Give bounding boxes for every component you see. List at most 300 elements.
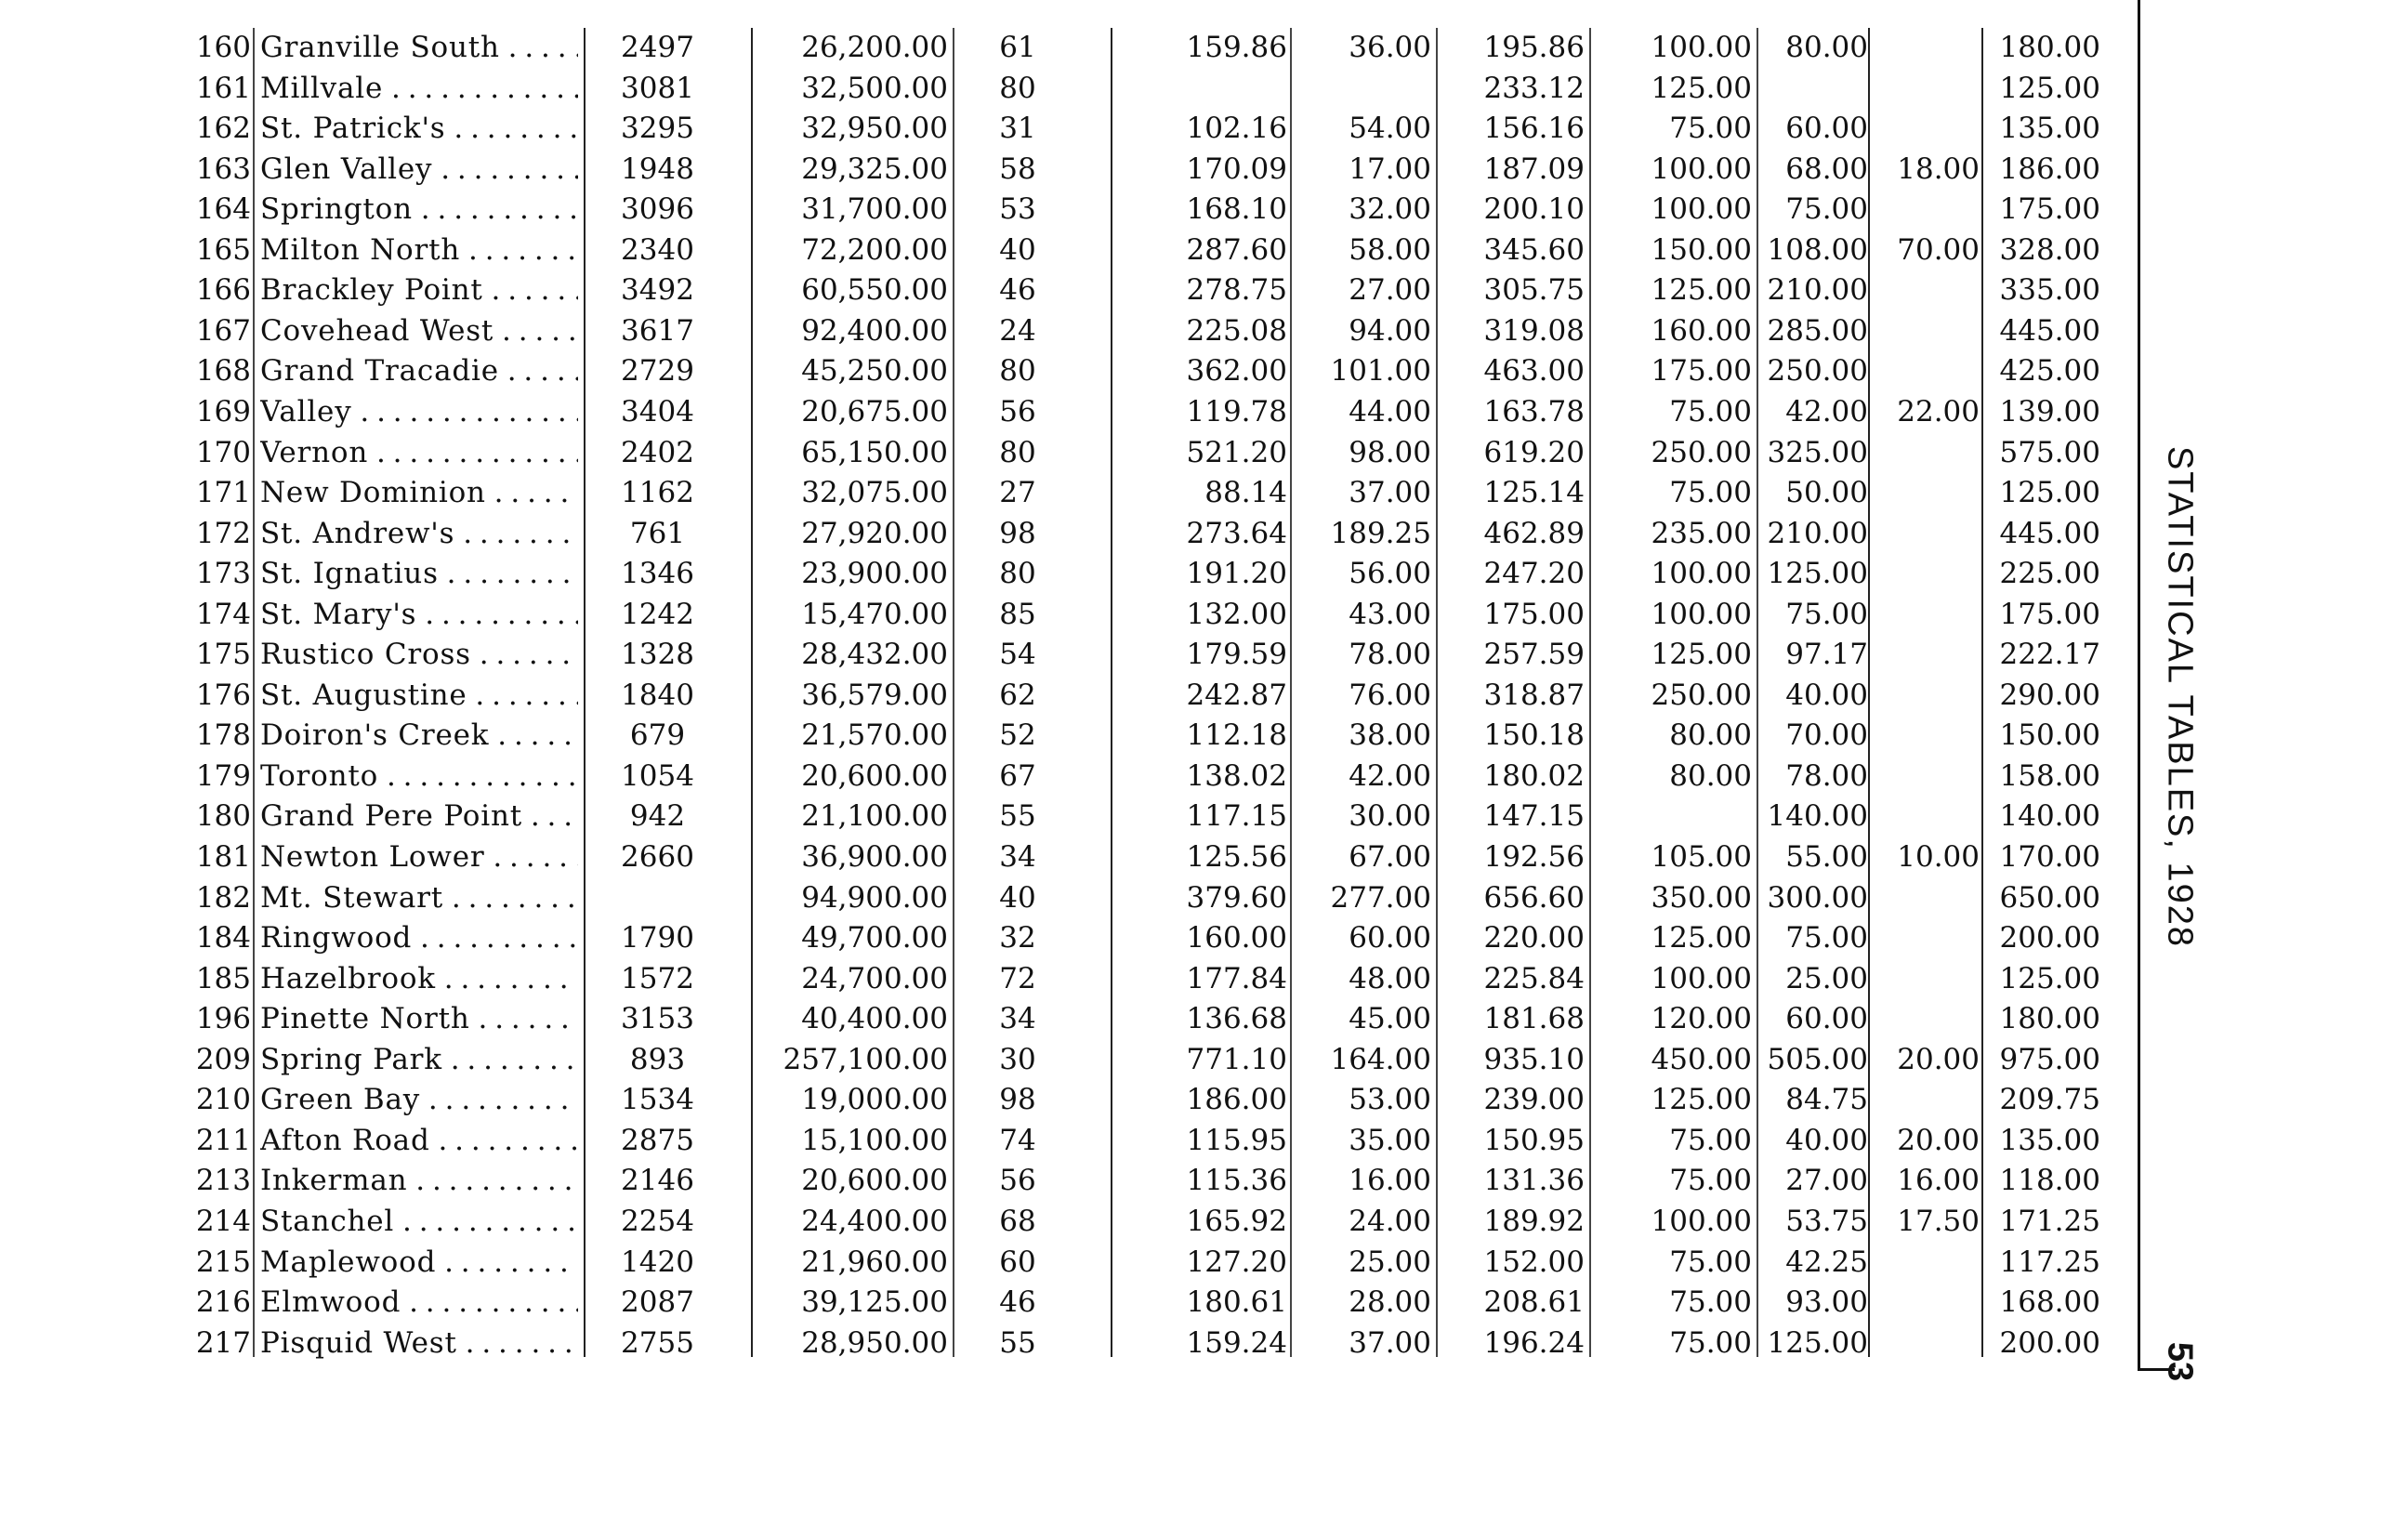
- district-name: Newton Lower . . .: [260, 841, 578, 873]
- row-number: 211: [195, 1123, 251, 1157]
- value-h: 650.00: [1999, 880, 2100, 915]
- value-b: 125.56: [1186, 840, 1287, 874]
- days-taught: 80: [999, 557, 1036, 591]
- value-c: 98.00: [1349, 435, 1431, 469]
- value-b: 179.59: [1186, 638, 1287, 672]
- district-number: 2729: [621, 354, 694, 389]
- row-number: 175: [195, 638, 251, 672]
- value-c: 45.00: [1349, 1002, 1431, 1036]
- value-f: 78.00: [1785, 758, 1868, 793]
- days-taught: 52: [999, 718, 1036, 753]
- district-number: 3617: [621, 313, 694, 348]
- value-h: 125.00: [1999, 961, 2100, 995]
- table-row: [0, 714, 2138, 754]
- value-e: 100.00: [1651, 1204, 1752, 1238]
- assessed-value: 36,579.00: [801, 678, 948, 712]
- value-b: 191.20: [1186, 557, 1287, 591]
- district-number: 3404: [621, 394, 694, 428]
- value-b: 273.64: [1186, 516, 1287, 550]
- value-f: 75.00: [1785, 192, 1868, 227]
- value-d: 180.02: [1483, 758, 1585, 793]
- row-number: 178: [195, 718, 251, 753]
- value-e: 125.00: [1651, 638, 1752, 672]
- district-name: Ringwood . . .: [260, 922, 578, 954]
- district-name: Covehead West . . .: [260, 315, 578, 347]
- value-f: 25.00: [1785, 961, 1868, 995]
- row-number: 166: [195, 273, 251, 308]
- table-row: [0, 1038, 2138, 1078]
- value-e: 75.00: [1669, 1123, 1752, 1157]
- assessed-value: 15,100.00: [801, 1123, 948, 1157]
- value-e: 125.00: [1651, 1083, 1752, 1117]
- days-taught: 34: [999, 840, 1036, 874]
- value-g: 20.00: [1897, 1123, 1980, 1157]
- value-b: 180.61: [1186, 1285, 1287, 1320]
- table-row: [0, 269, 2138, 309]
- row-number: 180: [195, 799, 251, 834]
- value-d: 656.60: [1483, 880, 1585, 915]
- value-f: 75.00: [1785, 597, 1868, 631]
- district-number: 1790: [621, 921, 694, 955]
- value-c: 35.00: [1349, 1123, 1431, 1157]
- days-taught: 32: [999, 921, 1036, 955]
- value-d: 147.15: [1483, 799, 1585, 834]
- value-h: 168.00: [1999, 1285, 2100, 1320]
- value-b: 88.14: [1204, 476, 1287, 510]
- assessed-value: 39,125.00: [801, 1285, 948, 1320]
- value-f: 84.75: [1785, 1083, 1868, 1117]
- row-number: 160: [195, 31, 251, 64]
- table-row: [0, 674, 2138, 714]
- value-c: 101.00: [1330, 354, 1431, 389]
- value-h: 170.00: [1999, 840, 2100, 874]
- days-taught: 62: [999, 678, 1036, 712]
- value-c: 28.00: [1349, 1285, 1431, 1320]
- table-row: [0, 1241, 2138, 1281]
- value-c: 44.00: [1349, 394, 1431, 428]
- district-name: Springton . . .: [260, 193, 578, 225]
- value-e: 75.00: [1669, 1245, 1752, 1279]
- value-e: 75.00: [1669, 1164, 1752, 1198]
- value-f: 40.00: [1785, 678, 1868, 712]
- district-number: 1534: [621, 1083, 694, 1117]
- value-c: 277.00: [1330, 880, 1431, 915]
- column-rule: [751, 28, 753, 1357]
- assessed-value: 36,900.00: [801, 840, 948, 874]
- row-number: 164: [195, 192, 251, 227]
- district-number: 1162: [621, 476, 694, 510]
- district-name: Mt. Stewart . . .: [260, 882, 578, 914]
- district-name: Brackley Point . . .: [260, 274, 578, 306]
- row-number: 163: [195, 152, 251, 186]
- value-c: 189.25: [1330, 516, 1431, 550]
- value-c: 37.00: [1349, 476, 1431, 510]
- row-number: 213: [195, 1164, 251, 1198]
- value-h: 225.00: [1999, 557, 2100, 591]
- days-taught: 61: [999, 31, 1036, 64]
- value-e: 150.00: [1651, 232, 1752, 267]
- value-c: 60.00: [1349, 921, 1431, 955]
- value-e: 75.00: [1669, 1325, 1752, 1360]
- district-number: 1328: [621, 638, 694, 672]
- district-name: Pinette North . . .: [260, 1003, 578, 1034]
- days-taught: 56: [999, 1164, 1036, 1198]
- value-h: 335.00: [1999, 273, 2100, 308]
- table-row: [0, 1078, 2138, 1118]
- row-number: 171: [195, 476, 251, 510]
- value-c: 36.00: [1349, 31, 1431, 64]
- value-g: 20.00: [1897, 1042, 1980, 1076]
- value-b: 160.00: [1186, 921, 1287, 955]
- value-h: 150.00: [1999, 718, 2100, 753]
- row-number: 174: [195, 597, 251, 631]
- value-f: 140.00: [1767, 799, 1868, 834]
- value-h: 135.00: [1999, 112, 2100, 146]
- days-taught: 85: [999, 597, 1036, 631]
- value-h: 975.00: [1999, 1042, 2100, 1076]
- value-c: 76.00: [1349, 678, 1431, 712]
- column-rule: [1589, 28, 1591, 1357]
- value-d: 462.89: [1483, 516, 1585, 550]
- district-number: 893: [629, 1042, 686, 1076]
- value-c: 78.00: [1349, 638, 1431, 672]
- value-c: 24.00: [1349, 1204, 1431, 1238]
- row-number: 162: [195, 112, 251, 146]
- value-b: 115.95: [1186, 1123, 1287, 1157]
- days-taught: 56: [999, 394, 1036, 428]
- value-d: 305.75: [1483, 273, 1585, 308]
- value-c: 56.00: [1349, 557, 1431, 591]
- value-e: 450.00: [1651, 1042, 1752, 1076]
- value-h: 125.00: [1999, 71, 2100, 105]
- value-h: 200.00: [1999, 1325, 2100, 1360]
- value-e: 80.00: [1669, 758, 1752, 793]
- value-e: 105.00: [1651, 840, 1752, 874]
- column-rule: [1111, 28, 1112, 1357]
- assessed-value: 32,075.00: [801, 476, 948, 510]
- column-rule: [953, 28, 954, 1357]
- value-d: 200.10: [1483, 192, 1585, 227]
- value-b: 138.02: [1186, 758, 1287, 793]
- running-head-text: STATISTICAL TABLES, 1928: [2160, 445, 2200, 949]
- value-c: 16.00: [1349, 1164, 1431, 1198]
- value-f: 42.00: [1785, 394, 1868, 428]
- district-name: Hazelbrook . . .: [260, 963, 578, 995]
- assessed-value: 20,675.00: [801, 394, 948, 428]
- value-b: 242.87: [1186, 678, 1287, 712]
- days-taught: 54: [999, 638, 1036, 672]
- table-row: [0, 1322, 2138, 1362]
- value-b: 132.00: [1186, 597, 1287, 631]
- row-number: 209: [195, 1042, 251, 1076]
- row-number: 170: [195, 435, 251, 469]
- assessed-value: 23,900.00: [801, 557, 948, 591]
- value-c: 43.00: [1349, 597, 1431, 631]
- assessed-value: 32,500.00: [801, 71, 948, 105]
- value-d: 225.84: [1483, 961, 1585, 995]
- district-number: 2146: [621, 1164, 694, 1198]
- table-row: [0, 188, 2138, 228]
- value-d: 220.00: [1483, 921, 1585, 955]
- value-h: 180.00: [1999, 1002, 2100, 1036]
- value-h: 125.00: [1999, 476, 2100, 510]
- value-d: 196.24: [1483, 1325, 1585, 1360]
- value-f: 60.00: [1785, 1002, 1868, 1036]
- days-taught: 31: [999, 112, 1036, 146]
- value-h: 135.00: [1999, 1123, 2100, 1157]
- days-taught: 53: [999, 192, 1036, 227]
- district-number: 679: [629, 718, 686, 753]
- value-d: 935.10: [1483, 1042, 1585, 1076]
- table-row: [0, 633, 2138, 673]
- district-name: Afton Road . . .: [260, 1125, 578, 1156]
- assessed-value: 45,250.00: [801, 354, 948, 389]
- value-f: 68.00: [1785, 152, 1868, 186]
- value-f: 505.00: [1767, 1042, 1868, 1076]
- table-row: [0, 593, 2138, 633]
- value-h: 175.00: [1999, 192, 2100, 227]
- table-row: [0, 916, 2138, 956]
- value-b: 165.92: [1186, 1204, 1287, 1238]
- value-h: 200.00: [1999, 921, 2100, 955]
- table-row: [0, 349, 2138, 389]
- days-taught: 98: [999, 1083, 1036, 1117]
- value-f: 60.00: [1785, 112, 1868, 146]
- value-h: 117.25: [1999, 1245, 2100, 1279]
- value-d: 131.36: [1483, 1164, 1585, 1198]
- district-name: St. Patrick's . . .: [260, 112, 578, 144]
- district-name: Elmwood . . .: [260, 1286, 578, 1318]
- table-row: [0, 1281, 2138, 1321]
- days-taught: 46: [999, 273, 1036, 308]
- value-d: 319.08: [1483, 313, 1585, 348]
- value-f: 97.17: [1785, 638, 1868, 672]
- row-number: 182: [195, 880, 251, 915]
- days-taught: 55: [999, 799, 1036, 834]
- district-number: 1242: [621, 597, 694, 631]
- district-name: St. Mary's . . .: [260, 599, 578, 630]
- value-b: 115.36: [1186, 1164, 1287, 1198]
- district-number: 761: [629, 516, 686, 550]
- value-e: 100.00: [1651, 31, 1752, 64]
- row-number: 185: [195, 961, 251, 995]
- days-taught: 80: [999, 435, 1036, 469]
- value-d: 150.18: [1483, 718, 1585, 753]
- assessed-value: 49,700.00: [801, 921, 948, 955]
- table-row: [0, 1200, 2138, 1240]
- assessed-value: 60,550.00: [801, 273, 948, 308]
- value-d: 152.00: [1483, 1245, 1585, 1279]
- table-row: [0, 957, 2138, 997]
- value-d: 150.95: [1483, 1123, 1585, 1157]
- days-taught: 40: [999, 880, 1036, 915]
- value-e: 75.00: [1669, 476, 1752, 510]
- assessed-value: 94,900.00: [801, 880, 948, 915]
- value-h: 139.00: [1999, 394, 2100, 428]
- district-name: Grand Tracadie . . .: [260, 355, 578, 387]
- value-h: 171.25: [1999, 1204, 2100, 1238]
- days-taught: 24: [999, 313, 1036, 348]
- district-number: 3295: [621, 112, 694, 146]
- value-b: 112.18: [1186, 718, 1287, 753]
- value-d: 195.86: [1483, 31, 1585, 64]
- table-row: [0, 1159, 2138, 1199]
- value-e: 100.00: [1651, 597, 1752, 631]
- value-h: 186.00: [1999, 152, 2100, 186]
- row-number: 216: [195, 1285, 251, 1320]
- value-c: 25.00: [1349, 1245, 1431, 1279]
- value-c: 54.00: [1349, 112, 1431, 146]
- value-c: 67.00: [1349, 840, 1431, 874]
- value-d: 187.09: [1483, 152, 1585, 186]
- value-b: 117.15: [1186, 799, 1287, 834]
- assessed-value: 15,470.00: [801, 597, 948, 631]
- value-g: 18.00: [1897, 152, 1980, 186]
- value-h: 158.00: [1999, 758, 2100, 793]
- row-number: 181: [195, 840, 251, 874]
- row-number: 169: [195, 394, 251, 428]
- value-e: 100.00: [1651, 152, 1752, 186]
- value-f: 325.00: [1767, 435, 1868, 469]
- value-b: 287.60: [1186, 232, 1287, 267]
- value-d: 163.78: [1483, 394, 1585, 428]
- value-h: 222.17: [1999, 638, 2100, 672]
- value-f: 108.00: [1767, 232, 1868, 267]
- assessed-value: 28,950.00: [801, 1325, 948, 1360]
- district-number: 2087: [621, 1285, 694, 1320]
- district-number: 2497: [621, 31, 694, 64]
- days-taught: 34: [999, 1002, 1036, 1036]
- district-number: 1840: [621, 678, 694, 712]
- value-e: 80.00: [1669, 718, 1752, 753]
- table-row: [0, 26, 2138, 66]
- row-number: 173: [195, 557, 251, 591]
- assessed-value: 27,920.00: [801, 516, 948, 550]
- district-name: St. Augustine . . .: [260, 679, 578, 711]
- district-name: Pisquid West . . .: [260, 1327, 578, 1359]
- value-c: 94.00: [1349, 313, 1431, 348]
- value-c: 37.00: [1349, 1325, 1431, 1360]
- value-e: 100.00: [1651, 557, 1752, 591]
- row-number: 161: [195, 71, 251, 105]
- value-d: 345.60: [1483, 232, 1585, 267]
- days-taught: 27: [999, 476, 1036, 510]
- value-h: 180.00: [1999, 31, 2100, 64]
- district-name: Rustico Cross . . .: [260, 639, 578, 670]
- value-g: 22.00: [1897, 394, 1980, 428]
- district-name: St. Ignatius . . .: [260, 558, 578, 589]
- table-row: [0, 431, 2138, 471]
- table-row: [0, 795, 2138, 835]
- value-e: 75.00: [1669, 112, 1752, 146]
- assessed-value: 24,400.00: [801, 1204, 948, 1238]
- value-b: 186.00: [1186, 1083, 1287, 1117]
- running-head: [2138, 390, 2221, 1004]
- assessed-value: 257,100.00: [783, 1042, 948, 1076]
- district-name: Spring Park . . .: [260, 1044, 578, 1075]
- table-row: [0, 755, 2138, 795]
- value-d: 208.61: [1483, 1285, 1585, 1320]
- row-number: 196: [195, 1002, 251, 1036]
- value-e: 125.00: [1651, 273, 1752, 308]
- value-f: 27.00: [1785, 1164, 1868, 1198]
- district-number: 1054: [621, 758, 694, 793]
- row-number: 168: [195, 354, 251, 389]
- value-e: 350.00: [1651, 880, 1752, 915]
- district-name: St. Andrew's . . .: [260, 518, 578, 549]
- district-name: Granville South . . .: [260, 32, 578, 63]
- days-taught: 30: [999, 1042, 1036, 1076]
- days-taught: 60: [999, 1245, 1036, 1279]
- value-c: 58.00: [1349, 232, 1431, 267]
- value-c: 32.00: [1349, 192, 1431, 227]
- value-f: 80.00: [1785, 31, 1868, 64]
- table-row: [0, 836, 2138, 876]
- value-e: 125.00: [1651, 71, 1752, 105]
- row-number: 214: [195, 1204, 251, 1238]
- table-row: [0, 552, 2138, 592]
- value-b: 225.08: [1186, 313, 1287, 348]
- value-d: 318.87: [1483, 678, 1585, 712]
- value-f: 210.00: [1767, 273, 1868, 308]
- value-f: 55.00: [1785, 840, 1868, 874]
- value-h: 209.75: [1999, 1083, 2100, 1117]
- value-h: 445.00: [1999, 313, 2100, 348]
- assessed-value: 19,000.00: [801, 1083, 948, 1117]
- column-rule: [1868, 28, 1870, 1357]
- value-f: 40.00: [1785, 1123, 1868, 1157]
- assessed-value: 21,960.00: [801, 1245, 948, 1279]
- value-d: 257.59: [1483, 638, 1585, 672]
- district-name: Doiron's Creek . . .: [260, 719, 578, 751]
- value-c: 48.00: [1349, 961, 1431, 995]
- table-row: [0, 512, 2138, 552]
- assessed-value: 31,700.00: [801, 192, 948, 227]
- column-rule: [1981, 28, 1983, 1357]
- row-number: 165: [195, 232, 251, 267]
- value-c: 27.00: [1349, 273, 1431, 308]
- value-d: 247.20: [1483, 557, 1585, 591]
- district-name: Vernon . . .: [260, 437, 578, 468]
- value-c: 38.00: [1349, 718, 1431, 753]
- table-row: [0, 876, 2138, 916]
- assessed-value: 24,700.00: [801, 961, 948, 995]
- assessed-value: 92,400.00: [801, 313, 948, 348]
- table-row: [0, 107, 2138, 147]
- assessed-value: 26,200.00: [801, 31, 948, 64]
- value-b: 127.20: [1186, 1245, 1287, 1279]
- value-f: 50.00: [1785, 476, 1868, 510]
- value-f: 300.00: [1767, 880, 1868, 915]
- value-c: 42.00: [1349, 758, 1431, 793]
- column-rule: [1290, 28, 1292, 1357]
- value-e: 75.00: [1669, 1285, 1752, 1320]
- value-f: 125.00: [1767, 557, 1868, 591]
- value-f: 285.00: [1767, 313, 1868, 348]
- table-row: [0, 148, 2138, 188]
- assessed-value: 32,950.00: [801, 112, 948, 146]
- value-b: 521.20: [1186, 435, 1287, 469]
- value-h: 290.00: [1999, 678, 2100, 712]
- value-g: 70.00: [1897, 232, 1980, 267]
- value-c: 164.00: [1330, 1042, 1431, 1076]
- days-taught: 67: [999, 758, 1036, 793]
- days-taught: 68: [999, 1204, 1036, 1238]
- table-row: [0, 471, 2138, 511]
- value-e: 250.00: [1651, 435, 1752, 469]
- district-number: 1420: [621, 1245, 694, 1279]
- value-h: 118.00: [1999, 1164, 2100, 1198]
